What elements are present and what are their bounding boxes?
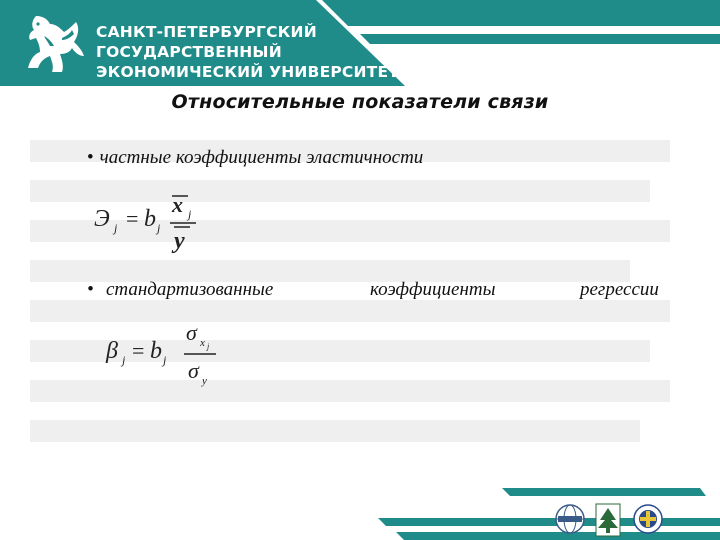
formula2-lhs-sub: j [122,353,126,367]
formula1-lhs: Э [94,206,110,232]
formula1-coef-sub: j [157,221,161,235]
university-name-line-2: ГОСУДАРСТВЕННЫЙ [96,43,282,61]
formula2-numerator: σ [186,320,197,345]
bullet-marker: • [87,279,94,300]
university-name-line-3: ЭКОНОМИЧЕСКИЙ УНИВЕРСИТЕТ [96,63,400,81]
formula1-coef: b [144,206,156,232]
bullet-standardized-word-2: коэффициенты [370,279,496,300]
griffin-logo-icon [22,12,88,78]
formula2-numerator-sub: x [200,337,205,349]
bullet-standardized-word-3: регрессии [580,279,659,300]
formula1-equals: = [126,206,139,231]
formula2-denominator-sub: y [202,375,207,387]
bullet-marker: • [87,147,94,168]
cross-emblem-icon [634,505,662,533]
header-banner [0,0,720,92]
bullet-standardized-word-1: стандартизованные [106,279,274,300]
university-name-line-1: САНКТ-ПЕТЕРБУРГСКИЙ [96,23,317,41]
formula2-coef-sub: j [163,353,167,367]
bullet-elasticity-text: частные коэффициенты эластичности [99,147,424,168]
university-name [96,22,399,82]
bullet-elasticity [87,147,423,169]
formula1-denominator: y [174,228,185,254]
standardized-coefficient-formula [102,318,232,388]
formula2-denominator: σ [188,358,199,383]
elasticity-formula [90,188,220,258]
formula2-lhs: β [106,338,118,364]
partner-logos [550,498,670,540]
formula2-numerator-subsub: j [207,342,210,351]
formula1-numerator-sub: j [188,207,192,221]
globe-emblem-icon [556,505,584,533]
formula2-equals: = [132,338,145,363]
tree-emblem-icon [596,504,620,536]
formula1-numerator: x [172,192,183,217]
slide-title: Относительные показатели связи [171,91,549,113]
formula1-lhs-sub: j [114,221,118,235]
formula2-coef: b [150,338,162,364]
